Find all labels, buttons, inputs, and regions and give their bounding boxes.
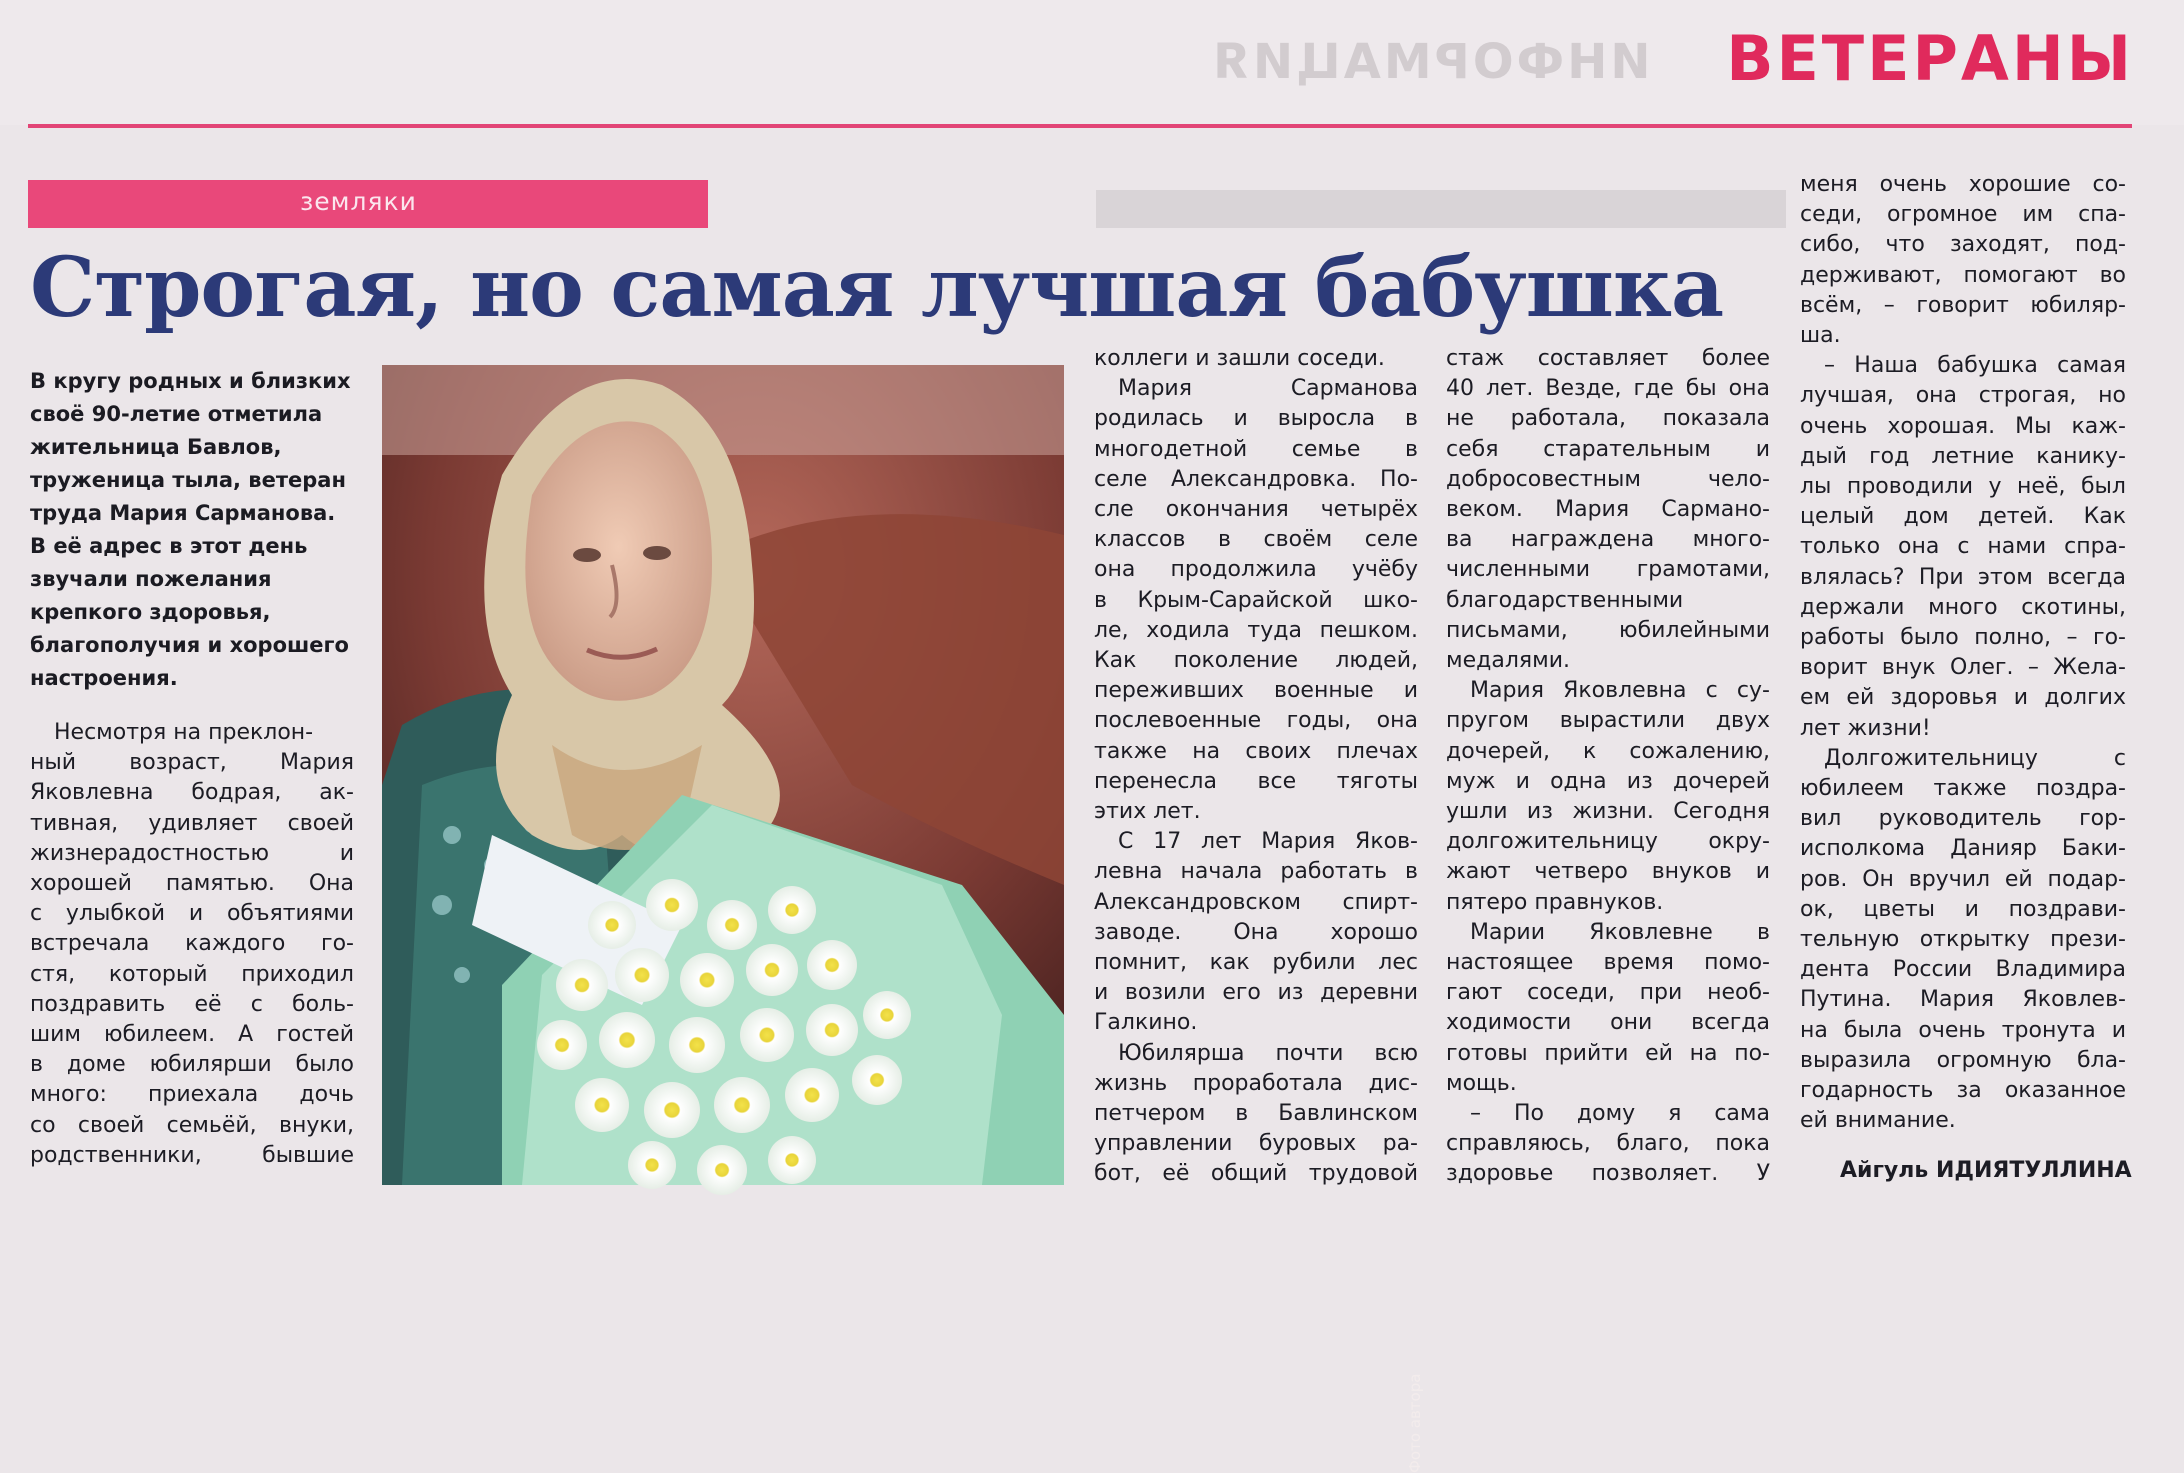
text-line: здоровье позволяет. У <box>1446 1161 1770 1187</box>
text-line: численными грамотами, <box>1446 557 1770 583</box>
text-line: долгожительницу окру- <box>1446 829 1770 855</box>
text-line: также на своих плечах <box>1094 738 1418 764</box>
text-line: со своей семьёй, внуки, <box>30 1112 354 1138</box>
text-line: Галкино. <box>1094 1010 1198 1036</box>
text-line: шим юбилеем. А гостей <box>30 1022 354 1048</box>
rubric-label: земляки <box>300 187 417 216</box>
text-line: петчером в Бавлинском <box>1094 1101 1418 1127</box>
text-line: сле окончания четырёх <box>1094 497 1418 523</box>
text-line: Путина. Мария Яковлев- <box>1800 987 2126 1013</box>
text-line: на была очень тронута и <box>1800 1017 2126 1043</box>
text-line: с улыбкой и объятиями <box>30 901 354 927</box>
text-line: не работала, показала <box>1446 406 1770 432</box>
text-line: родственники, бывшие <box>30 1142 354 1168</box>
lead-line: звучали пожелания <box>30 567 272 591</box>
text-line: письмами, юбилейными <box>1446 617 1770 643</box>
text-line: настоящее время помо- <box>1446 950 1770 976</box>
article-lead <box>30 365 360 695</box>
text-line: этих лет. <box>1094 799 1201 825</box>
bleed-through-text: ИНФОРМАЦИЯ <box>1210 34 1651 90</box>
text-line: дочерей, к сожалению, <box>1446 738 1770 764</box>
text-line: дента России Владимира <box>1800 957 2126 983</box>
text-line: бот, её общий трудовой <box>1094 1161 1418 1187</box>
lead-line: жительница Бавлов, <box>30 435 282 459</box>
text-line: стя, который приходил <box>30 961 354 987</box>
text-line: ша. <box>1800 323 1841 349</box>
text-line: мощь. <box>1446 1070 1517 1096</box>
text-line: очень хорошая. Мы каж- <box>1800 413 2126 439</box>
text-line: – По дому я сама <box>1470 1101 1770 1127</box>
article-column-2 <box>1094 344 1418 1190</box>
lead-line: настроения. <box>30 666 178 690</box>
text-line: Юбилярша почти всю <box>1118 1040 1418 1066</box>
text-line: С 17 лет Мария Яков- <box>1118 829 1418 855</box>
text-line: она продолжила учёбу <box>1094 557 1418 583</box>
text-line: благодарственными <box>1446 587 1684 613</box>
text-line: тивная, удивляет своей <box>30 810 354 836</box>
text-line: селе Александровка. По- <box>1094 466 1418 492</box>
text-line: исполкома Данияр Баки- <box>1800 836 2126 862</box>
article-column-4 <box>1800 170 2126 1137</box>
text-line: тельную открытку прези- <box>1800 927 2126 953</box>
text-line: ный возраст, Мария <box>30 750 354 776</box>
text-line: целый дом детей. Как <box>1800 504 2126 530</box>
text-line: справляюсь, благо, пока <box>1446 1131 1770 1157</box>
text-line: ушли из жизни. Сегодня <box>1446 799 1770 825</box>
text-line: лет жизни! <box>1800 715 1931 741</box>
text-line: хорошей памятью. Она <box>30 871 354 897</box>
text-line: встречала каждого го- <box>30 931 354 957</box>
text-line: Долгожительницу с <box>1824 745 2126 771</box>
text-line: держали много скотины, <box>1800 594 2126 620</box>
text-line: ров. Он вручил ей подар- <box>1800 866 2126 892</box>
lead-line: благополучия и хорошего <box>30 633 349 657</box>
text-line: вил руководитель гор- <box>1800 806 2126 832</box>
text-line: послевоенные годы, она <box>1094 708 1418 734</box>
text-line: жизнь проработала дис- <box>1094 1070 1418 1096</box>
text-line: Яковлевна бодрая, ак- <box>30 780 354 806</box>
lead-line: В кругу родных и близких <box>30 369 351 393</box>
article-headline: Строгая, но самая лучшая бабушка <box>30 240 1724 336</box>
text-line: дый год летние канику- <box>1800 443 2126 469</box>
author-byline: Айгуль ИДИЯТУЛЛИНА <box>1840 1158 2132 1183</box>
text-line: сибо, что заходят, под- <box>1800 232 2126 258</box>
text-line: только она с нами спра- <box>1800 534 2126 560</box>
text-line: меня очень хорошие со- <box>1800 172 2126 197</box>
text-line: Мария Яковлевна с су- <box>1470 678 1770 704</box>
text-line: классов в своём селе <box>1094 527 1418 553</box>
text-line: Несмотря на преклон- <box>54 720 314 745</box>
text-line: перенесла все тяготы <box>1094 768 1418 794</box>
text-line: влялась? При этом всегда <box>1800 564 2126 590</box>
text-line: заводе. Она хорошо <box>1094 919 1418 945</box>
text-line: седи, огромное им спа- <box>1800 202 2126 228</box>
text-line: готовы прийти ей на по- <box>1446 1040 1770 1066</box>
text-line: поздравить её с боль- <box>30 991 354 1017</box>
text-line: держивают, помогают во <box>1800 262 2126 288</box>
text-line: левна начала работать в <box>1094 859 1418 885</box>
article-column-3 <box>1446 344 1770 1190</box>
text-line: много: приехала дочь <box>30 1082 354 1108</box>
text-line: пругом вырастили двух <box>1446 708 1770 734</box>
text-line: всём, – говорит юбиляр- <box>1800 292 2126 318</box>
text-line: Марии Яковлевне в <box>1470 919 1770 945</box>
text-line: ок, цветы и поздрави- <box>1800 896 2126 922</box>
text-line: помнит, как рубили лес <box>1094 950 1418 976</box>
text-line: переживших военные и <box>1094 678 1418 704</box>
text-line: юбилеем также поздра- <box>1800 776 2126 802</box>
text-line: лы проводили у неё, был <box>1800 474 2126 500</box>
text-line: жают четверо внуков и <box>1446 859 1770 885</box>
lead-line: труда Мария Сарманова. <box>30 501 336 525</box>
article-column-1 <box>30 718 354 1171</box>
text-line: в доме юбилярши было <box>30 1052 354 1078</box>
text-line: добросовестным чело- <box>1446 466 1770 492</box>
text-line: многодетной семье в <box>1094 436 1418 462</box>
text-line: выразила огромную бла- <box>1800 1047 2126 1073</box>
text-line: себя старательным и <box>1446 436 1770 462</box>
text-line: работы было полно, – го- <box>1800 625 2126 651</box>
text-line: годарность за оказанное <box>1800 1078 2126 1104</box>
text-line: ей внимание. <box>1800 1108 1956 1134</box>
text-line: Александровском спирт- <box>1094 889 1418 915</box>
text-line: стаж составляет более <box>1446 346 1770 371</box>
section-title: ВЕТЕРАНЫ <box>1726 22 2134 95</box>
text-line: гают соседи, при необ- <box>1446 980 1770 1006</box>
text-line: ворит внук Олег. – Жела- <box>1800 655 2126 681</box>
lead-line: труженица тыла, ветеран <box>30 468 346 492</box>
portrait-with-flowers-icon <box>382 365 1064 1185</box>
text-line: веком. Мария Сармано- <box>1446 497 1770 523</box>
text-line: и возили его из деревни <box>1094 980 1418 1006</box>
bleed-through-bar <box>1096 190 1786 228</box>
lead-line: В её адрес в этот день <box>30 534 308 558</box>
header-rule <box>28 124 2132 128</box>
text-line: жизнерадостностью и <box>30 840 354 866</box>
text-line: медалями. <box>1446 648 1571 674</box>
text-line: ем ей здоровья и долгих <box>1800 685 2126 711</box>
lead-line: крепкого здоровья, <box>30 600 271 624</box>
text-line: муж и одна из дочерей <box>1446 768 1770 794</box>
text-line: ходимости они всегда <box>1446 1010 1770 1036</box>
photo-credit: Фото автора <box>1406 1373 1424 1473</box>
text-line: в Крым-Сарайской шко- <box>1094 587 1418 613</box>
text-line: Мария Сарманова <box>1118 376 1418 402</box>
text-line: ва награждена много- <box>1446 527 1770 553</box>
text-line: пятеро правнуков. <box>1446 889 1664 915</box>
text-line: ле, ходила туда пешком. <box>1094 617 1418 643</box>
text-line: управлении буровых ра- <box>1094 1131 1418 1157</box>
text-line: родилась и выросла в <box>1094 406 1418 432</box>
text-line: Как поколение людей, <box>1094 648 1418 674</box>
text-line: 40 лет. Везде, где бы она <box>1446 376 1770 402</box>
text-line: лучшая, она строгая, но <box>1800 383 2126 409</box>
text-line: – Наша бабушка самая <box>1824 353 2126 379</box>
lead-line: своё 90-летие отметила <box>30 402 323 426</box>
text-line: коллеги и зашли соседи. <box>1094 346 1385 371</box>
